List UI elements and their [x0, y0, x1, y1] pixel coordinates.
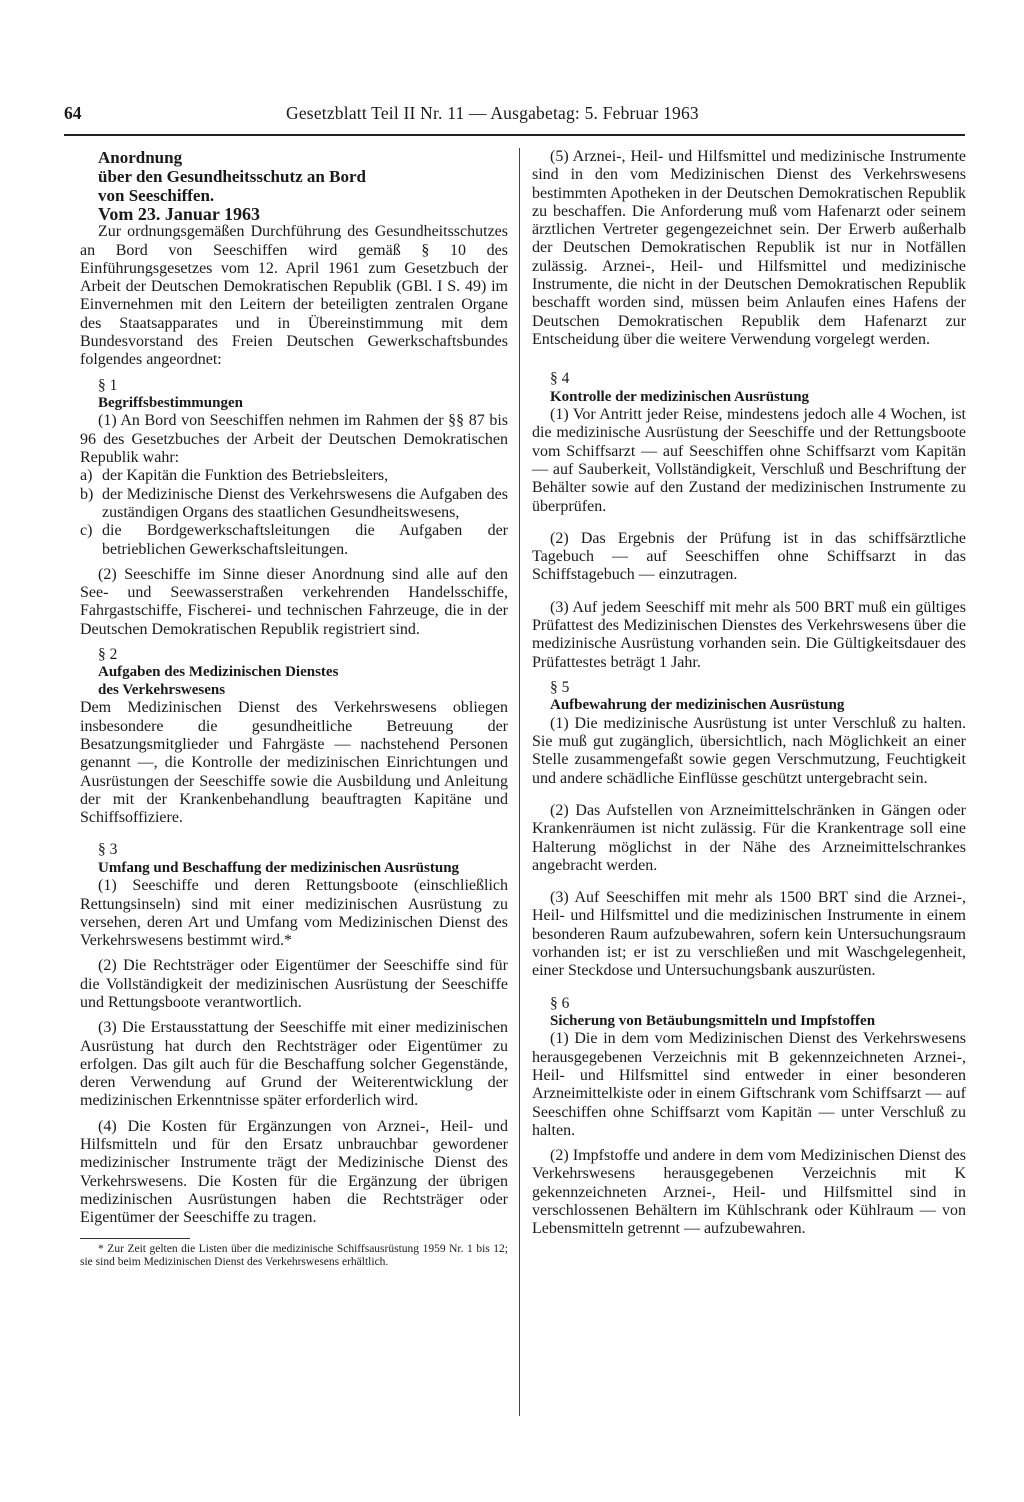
column-divider: [519, 148, 520, 1416]
paragraph: (1) Die medizinische Ausrüstung ist unter Verschluß zu halten. Sie muß gut zugänglich, übersichtlich, nach Möglichkeit an einer Stelle zusammengefaßt sowie gegen Verschmutzung, Feuchtigkeit und andere schädliche Einflüsse geschützt untergebracht sein.: [532, 714, 966, 787]
page-number: 64: [64, 103, 82, 123]
list-item: [80, 486, 508, 523]
list-item: [80, 522, 508, 559]
paragraph: (3) Auf Seeschiffen mit mehr als 1500 BRT sind die Arznei-, Heil- und Hilfsmittel und die medizinischen Instrumente in einem besonderen Raum aufzubewahren, sofern kein Untersuchungsraum vorhanden ist; er ist zu verschließen und mit Waschgelegenheit, einer Steckdose und Untersuchungsbank auszurüsten.: [532, 889, 966, 980]
paragraph: (2) Seeschiffe im Sinne dieser Anordnung sind alle auf den See- und Seewasserstraßen verkehrenden Handelsschiffe, Fahrgastschiffe, Fischerei- und technischen Fahrzeuge, die in der Deutschen Demokratischen Republik registriert sind.: [80, 565, 508, 638]
section-number: § 1: [98, 376, 118, 394]
definition-list: [80, 467, 508, 558]
page-header: [64, 103, 964, 127]
left-column: [80, 148, 508, 1269]
section-number: § 6: [550, 994, 570, 1012]
paragraph: (1) Vor Antritt jeder Reise, mindestens jedoch alle 4 Wochen, ist die medizinische Ausrüstung der Seeschiffe und der Rettungsboote vom Schiffsarzt — auf Seeschiffen ohne Schiffsarzt vom Kapitän — auf Sauberkeit, Vollständigkeit, Verschluß und Beschriftung der Behälter sowie auf den Zustand der medizinischen Instrumente zu überprüfen.: [532, 406, 966, 515]
header-title: Gesetzblatt Teil II Nr. 11 — Ausgabetag: 5. Februar 1963: [286, 103, 699, 123]
footnote-rule: [80, 1238, 190, 1239]
paragraph: (2) Das Aufstellen von Arzneimittelschränken in Gängen oder Krankenräumen ist nicht zulässig. Für die Krankentrage soll eine Halterung möglichst in der Nähe des Arzneimittelschrankes angebracht werden.: [532, 801, 966, 874]
paragraph: (5) Arznei-, Heil- und Hilfsmittel und medizinische Instrumente sind in den vom Medizinischen Dienst des Verkehrswesens bestimmten Apotheken in der Deutschen Demokratischen Republik zu beschaffen. Die Anforderung muß vom Hafenarzt oder seinem ärztlichen Vertreter gegengezeichnet sein. Der Erwerb außerhalb der Deutschen Demokratischen Republik ist nur in Notfällen zulässig. Arznei-, Heil- und Hilfsmittel und medizinische Instrumente, die nicht in der Deutschen Demokratischen Republik beschafft worden sind, müssen beim Anlaufen eines Hafens der Deutschen Demokratischen Republik dem Hafenarzt zur Entscheidung über die weitere Verwendung vorgelegt werden.: [532, 148, 966, 348]
section-heading: des Verkehrswesens: [98, 681, 226, 698]
preamble: Zur ordnungsgemäßen Durchführung des Gesundheitsschutzes an Bord von Seeschiffen wird gemäß § 10 des Einführungsgesetzes vom 12. April 1961 zum Gesetzbuch der Arbeit der Deutschen Demokratischen Republik (GBl. I S. 49) im Einvernehmen mit den Leitern der beteiligten zentralen Organe des Staatsapparates und in Übereinstimmung mit dem Bundesvorstand des Freien Deutschen Gewerkschaftsbundes folgendes angeordnet:: [80, 223, 508, 369]
footnote: * Zur Zeit gelten die Listen über die medizinische Schiffsausrüstung 1959 Nr. 1 bis 12; sie sind beim Medizinischen Dienst des Verkehrswesens erhältlich.: [80, 1242, 508, 1268]
header-rule: [64, 134, 965, 136]
list-item-text: der Medizinische Dienst des Verkehrswesens die Aufgaben des zuständigen Organs des staatlichen Gesundheitswesens,: [102, 485, 508, 521]
document-title-line: Anordnung: [98, 148, 183, 167]
section-heading: Aufgaben des Medizinischen Dienstes: [98, 664, 339, 681]
section-number: § 3: [98, 841, 118, 859]
paragraph: (1) Die in dem vom Medizinischen Dienst des Verkehrswesens herausgegebenen Verzeichnis mit B gekennzeichneten Arznei-, Heil- und Hilfsmittel sind entweder in einer besonderen Arzneimittelkiste oder in einem Giftschrank vom Schiffsarzt — auf Seeschiffen ohne Schiffsarzt vom Kapitän — unter Verschluß zu halten.: [532, 1030, 966, 1139]
section-heading: Kontrolle der medizinischen Ausrüstung: [550, 388, 810, 405]
list-item-label: b): [80, 485, 94, 503]
list-item-label: a): [80, 467, 93, 485]
paragraph: (1) An Bord von Seeschiffen nehmen im Rahmen der §§ 87 bis 96 des Gesetzbuches der Arbeit der Deutschen Demokratischen Republik wahr:: [80, 412, 508, 467]
list-item-label: c): [80, 522, 93, 540]
section-number: § 5: [550, 678, 570, 696]
document-title-line: von Seeschiffen.: [98, 186, 215, 205]
paragraph: (1) Seeschiffe und deren Rettungsboote (einschließlich Rettungsinseln) sind mit einer medizinischen Ausrüstung zu versehen, deren Art und Umfang vom Medizinischen Dienst des Verkehrswesens bestimmt wird.*: [80, 877, 508, 950]
document-title-line: über den Gesundheitsschutz an Bord: [98, 167, 366, 186]
right-column: [532, 148, 966, 1239]
paragraph: (3) Auf jedem Seeschiff mit mehr als 500 BRT muß ein gültiges Prüfattest des Medizinischen Dienstes des Verkehrswesens über die medizinische Ausrüstung vorhanden sein. Die Gültigkeitsdauer des Prüfattestes beträgt 1 Jahr.: [532, 598, 966, 671]
section-heading: Sicherung von Betäubungsmitteln und Impfstoffen: [550, 1012, 876, 1029]
section-number: § 2: [98, 646, 118, 664]
paragraph: (2) Das Ergebnis der Prüfung ist in das schiffsärztliche Tagebuch — auf Seeschiffen ohne Schiffsarzt in das Schiffstagebuch — einzutragen.: [532, 529, 966, 584]
section-number: § 4: [550, 370, 570, 388]
list-item-text: der Kapitän die Funktion des Betriebsleiters,: [102, 467, 389, 485]
list-item: [80, 467, 508, 485]
paragraph: (2) Impfstoffe und andere in dem vom Medizinischen Dienst des Verkehrswesens herausgegebenen Verzeichnis mit K gekennzeichneten Arznei-, Heil- und Hilfsmittel sind in verschlossenen Behältern im Kühlschrank oder Kühlraum — von Lebensmitteln getrennt — aufzubewahren.: [532, 1147, 966, 1238]
list-item-text: die Bordgewerkschaftsleitungen die Aufgaben der betrieblichen Gewerkschaftsleitungen.: [102, 522, 508, 558]
section-heading: Umfang und Beschaffung der medizinischen Ausrüstung: [98, 859, 460, 876]
section-heading: Begriffsbestimmungen: [98, 394, 243, 411]
document-date: Vom 23. Januar 1963: [98, 204, 261, 224]
paragraph: (2) Die Rechtsträger oder Eigentümer der Seeschiffe sind für die Vollständigkeit der medizinischen Ausrüstung der Seeschiffe und Rettungsboote verantwortlich.: [80, 957, 508, 1011]
paragraph: (4) Die Kosten für Ergänzungen von Arznei-, Heil- und Hilfsmitteln und für den Ersatz unbrauchbar gewordener medizinischer Instrumente trägt der Medizinische Dienst des Verkehrswesens. Die Kosten für die Ergänzung der übrigen medizinischen Ausrüstungen haben die Rechtsträger oder Eigentümer der Seeschiffe zu tragen.: [80, 1117, 508, 1227]
paragraph: Dem Medizinischen Dienst des Verkehrswesens obliegen insbesondere die gesundheitliche Betreuung der Besatzungsmitglieder und Fahrgäste — nachstehend Personen genannt —, die Kontrolle der medizinischen Einrichtungen und Ausrüstungen der Seeschiffe sowie die Ausbildung und Anleitung der mit der Krankenbehandlung beauftragten Kapitäne und Schiffsoffiziere.: [80, 699, 508, 827]
section-heading: Aufbewahrung der medizinischen Ausrüstung: [550, 697, 845, 714]
paragraph: (3) Die Erstausstattung der Seeschiffe mit einer medizinischen Ausrüstung hat durch den Rechtsträger oder Eigentümer zu erfolgen. Das gilt auch für die Beschaffung solcher Gegenstände, deren Verwendung auf Grund der Weiterentwicklung der medizinischen Erkenntnisse später erforderlich wird.: [80, 1019, 508, 1110]
